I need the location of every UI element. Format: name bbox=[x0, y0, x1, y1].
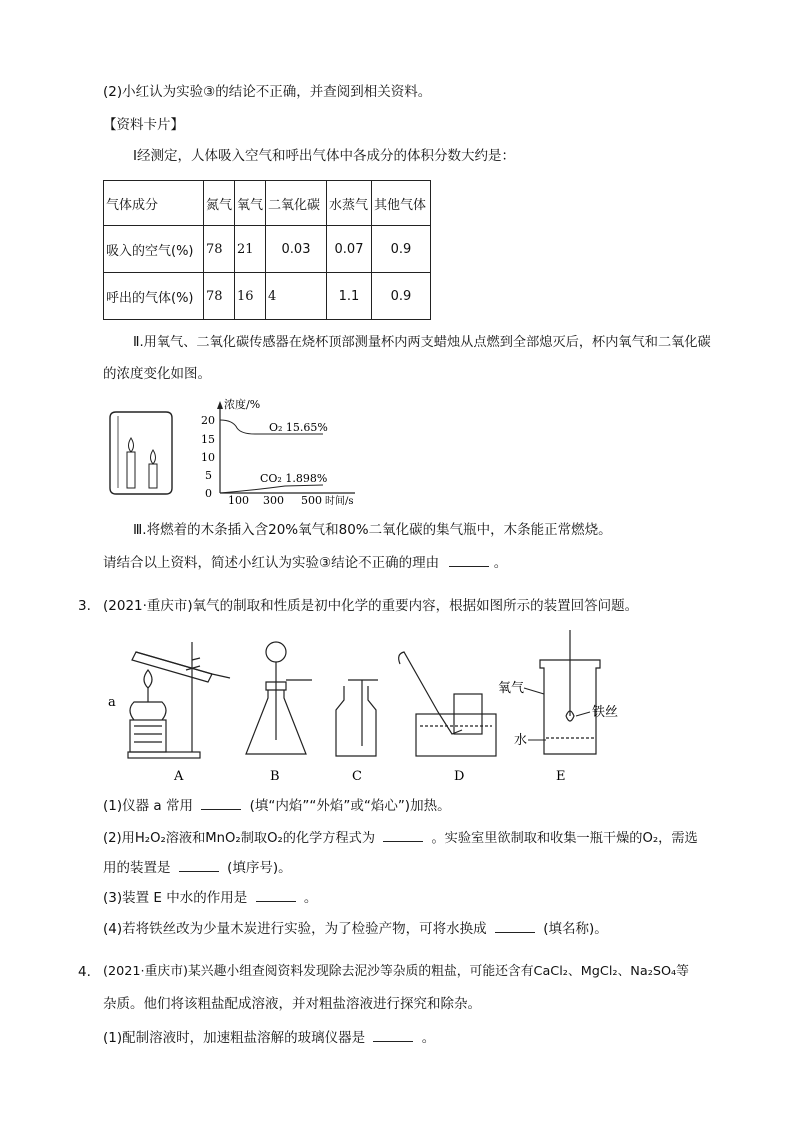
card-title: 【资料卡片】 bbox=[103, 117, 184, 133]
q3-sub3-tail: 。 bbox=[303, 890, 318, 906]
q4-stem: (2021·重庆市)某兴趣小组查阅资料发现除去泥沙等杂质的粗盐，可能还含有CaCl₂、MgCl₂、Na₂SO₄等 bbox=[103, 964, 689, 979]
table-header-cell: 二氧化碳 bbox=[266, 181, 327, 226]
table-cell: 78 bbox=[204, 273, 235, 320]
card-item-3: Ⅲ.将燃着的木条插入含20%氧气和80%二氧化碳的集气瓶中，木条能正常燃烧。 bbox=[133, 522, 612, 538]
apparatus-figure bbox=[100, 630, 660, 790]
answer-blank[interactable] bbox=[373, 1027, 413, 1042]
graph-ytick: 5 bbox=[205, 469, 212, 482]
apparatus-label: B bbox=[270, 769, 280, 784]
table-header-cell: 水蒸气 bbox=[327, 181, 372, 226]
apparatus-c bbox=[336, 680, 378, 756]
graph-xlabel: 时间/s bbox=[325, 496, 354, 506]
card-item-2-cont: 的浓度变化如图。 bbox=[103, 366, 211, 382]
q4-number: 4. bbox=[78, 964, 91, 980]
answer-blank[interactable] bbox=[256, 887, 296, 902]
q3-sub2-line2-tail: (填序号)。 bbox=[227, 860, 292, 876]
table-cell: 0.07 bbox=[327, 226, 372, 273]
label-a: a bbox=[108, 695, 116, 710]
table-cell: 1.1 bbox=[327, 273, 372, 320]
q3-sub2-text: (2)用H₂O₂溶液和MnO₂制取O₂的化学方程式为 bbox=[103, 831, 376, 846]
graph-ytick: 0 bbox=[205, 487, 212, 500]
graph-ytick: 10 bbox=[201, 451, 215, 464]
table-cell: 0.9 bbox=[372, 226, 431, 273]
answer-blank[interactable] bbox=[495, 918, 535, 933]
table-cell: 0.03 bbox=[266, 226, 327, 273]
q3-sub2-tail: 。实验室里欲制取和收集一瓶干燥的O₂，需选 bbox=[431, 831, 698, 846]
table-cell: 0.9 bbox=[372, 273, 431, 320]
concentration-graph bbox=[195, 396, 365, 506]
apparatus-label: D bbox=[454, 769, 465, 784]
graph-ytick: 20 bbox=[201, 414, 215, 427]
card-item-1: Ⅰ经测定，人体吸入空气和呼出气体中各成分的体积分数大约是： bbox=[133, 148, 515, 164]
table-row bbox=[104, 226, 431, 273]
table-cell: 4 bbox=[266, 273, 327, 320]
q3-sub4-text: (4)若将铁丝改为少量木炭进行实验，为了检验产物，可将水换成 bbox=[103, 921, 487, 937]
q4-stem-cont: 杂质。他们将该粗盐配成溶液，并对粗盐溶液进行探究和除杂。 bbox=[103, 996, 481, 1012]
q2-question bbox=[103, 552, 507, 573]
card-item-2: Ⅱ.用氧气、二氧化碳传感器在烧杯顶部测量杯内两支蜡烛从点燃到全部熄灭后，杯内氧气和二氧化碳 bbox=[133, 335, 711, 350]
answer-blank[interactable] bbox=[179, 857, 219, 872]
table-header-row bbox=[104, 181, 431, 226]
o2-curve-label: O₂ 15.65% bbox=[269, 421, 328, 434]
answer-blank[interactable] bbox=[201, 795, 241, 810]
apparatus-label: E bbox=[556, 769, 566, 784]
apparatus-label: A bbox=[174, 769, 184, 784]
answer-blank[interactable] bbox=[449, 552, 489, 567]
q3-stem: (2021·重庆市)氧气的制取和性质是初中化学的重要内容，根据如图所示的装置回答问题。 bbox=[103, 598, 639, 614]
q2-intro: (2)小红认为实验③的结论不正确，并查阅到相关资料。 bbox=[103, 84, 432, 100]
q3-sub1-text: (1)仪器 a 常用 bbox=[103, 798, 193, 814]
q3-sub4 bbox=[103, 918, 608, 939]
apparatus-e bbox=[540, 630, 600, 754]
table-header-cell: 气体成分 bbox=[104, 181, 204, 226]
gas-composition-table bbox=[103, 180, 431, 320]
table-header-cell: 氧气 bbox=[235, 181, 266, 226]
q3-sub3-text: (3)装置 E 中水的作用是 bbox=[103, 890, 248, 906]
table-cell: 78 bbox=[204, 226, 235, 273]
q3-sub1 bbox=[103, 795, 451, 816]
graph-ytick: 15 bbox=[201, 433, 215, 446]
label-iron: 铁丝 bbox=[592, 705, 619, 720]
table-cell: 吸入的空气(%) bbox=[104, 226, 204, 273]
table-row bbox=[104, 273, 431, 320]
graph-xtick: 100 bbox=[228, 494, 249, 506]
apparatus-label: C bbox=[352, 769, 362, 784]
q4-sub1-tail: 。 bbox=[421, 1030, 436, 1046]
graph-ylabel: 浓度/% bbox=[224, 398, 261, 411]
q2-question-end: 。 bbox=[493, 555, 508, 571]
apparatus-d bbox=[399, 652, 496, 756]
q3-number: 3. bbox=[78, 598, 91, 614]
q3-sub1-tail: (填“内焰”“外焰”或“焰心”)加热。 bbox=[249, 798, 451, 814]
q2-question-text: 请结合以上资料，简述小红认为实验③结论不正确的理由 bbox=[103, 555, 440, 571]
apparatus-a bbox=[128, 642, 230, 758]
table-header-cell: 氮气 bbox=[204, 181, 235, 226]
q4-sub1-text: (1)配制溶液时，加速粗盐溶解的玻璃仪器是 bbox=[103, 1030, 366, 1046]
q3-sub4-tail: (填名称)。 bbox=[543, 921, 608, 937]
q3-sub2 bbox=[103, 827, 698, 849]
label-oxygen: 氧气 bbox=[498, 681, 525, 696]
candle-beaker-figure bbox=[108, 410, 174, 496]
q4-sub1 bbox=[103, 1027, 435, 1048]
apparatus-b bbox=[246, 642, 312, 754]
graph-xtick: 500 bbox=[301, 494, 322, 506]
q3-sub2-line2 bbox=[103, 857, 292, 878]
label-water: 水 bbox=[514, 733, 528, 748]
table-cell: 呼出的气体(%) bbox=[104, 273, 204, 320]
answer-blank[interactable] bbox=[383, 827, 423, 842]
co2-curve-label: CO₂ 1.898% bbox=[260, 472, 328, 485]
table-header-cell: 其他气体 bbox=[372, 181, 431, 226]
table-cell: 21 bbox=[235, 226, 266, 273]
table-cell: 16 bbox=[235, 273, 266, 320]
graph-xtick: 300 bbox=[263, 494, 284, 506]
q3-sub2-line2-text: 用的装置是 bbox=[103, 860, 171, 876]
q3-sub3 bbox=[103, 887, 317, 908]
